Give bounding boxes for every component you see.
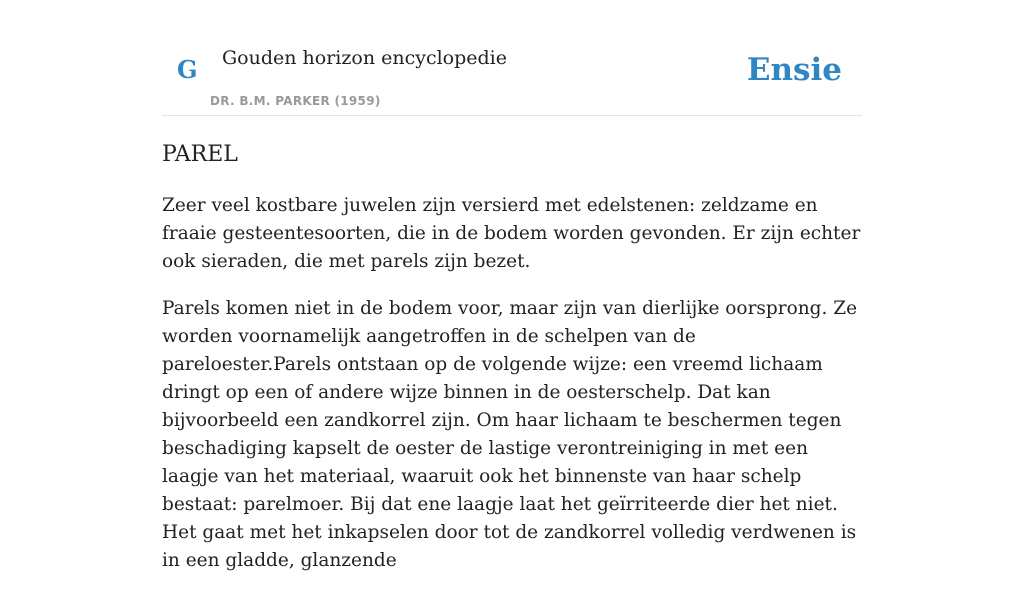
entry-paragraph-2: Parels komen niet in de bodem voor, maar zijn van dierlijke oorsprong. Ze worden voornamelijk aangetroffen in de schelpen van de pareloester.Parels ontstaan op de volgende wijze: een vreemd lichaam dringt op een of andere wijze binnen in de oesterschelp. Dat kan bijvoorbeeld een zandkorrel zijn. Om haar lichaam te beschermen tegen beschadiging kapselt de oester de lastige verontreiniging in met een laagje van het materiaal, waaruit ook het binnenste van haar schelp bestaat: parelmoer. Bij dat ene laagje laat het geïrriteerde dier het niet. Het gaat met het inkapselen door tot de zandkorrel volledig verdwenen is in een gladde, glanzende bbox=[162, 298, 858, 571]
page-header bbox=[162, 0, 862, 116]
entry-paragraph-1: Zeer veel kostbare juwelen zijn versierd met edelstenen: zeldzame en fraaie gesteentesoorten, die in de bodem worden gevonden. Er zijn echter ook sieraden, die met parels zijn bezet. bbox=[162, 195, 861, 272]
book-logo-icon[interactable]: G bbox=[177, 55, 198, 84]
book-author: DR. B.M. PARKER (1959) bbox=[210, 94, 381, 108]
book-title[interactable]: Gouden horizon encyclopedie bbox=[222, 47, 507, 69]
entry-body bbox=[162, 192, 862, 594]
ensie-logo[interactable]: Ensie bbox=[746, 52, 842, 88]
content-column bbox=[162, 0, 862, 571]
entry-title: PAREL bbox=[162, 142, 238, 167]
